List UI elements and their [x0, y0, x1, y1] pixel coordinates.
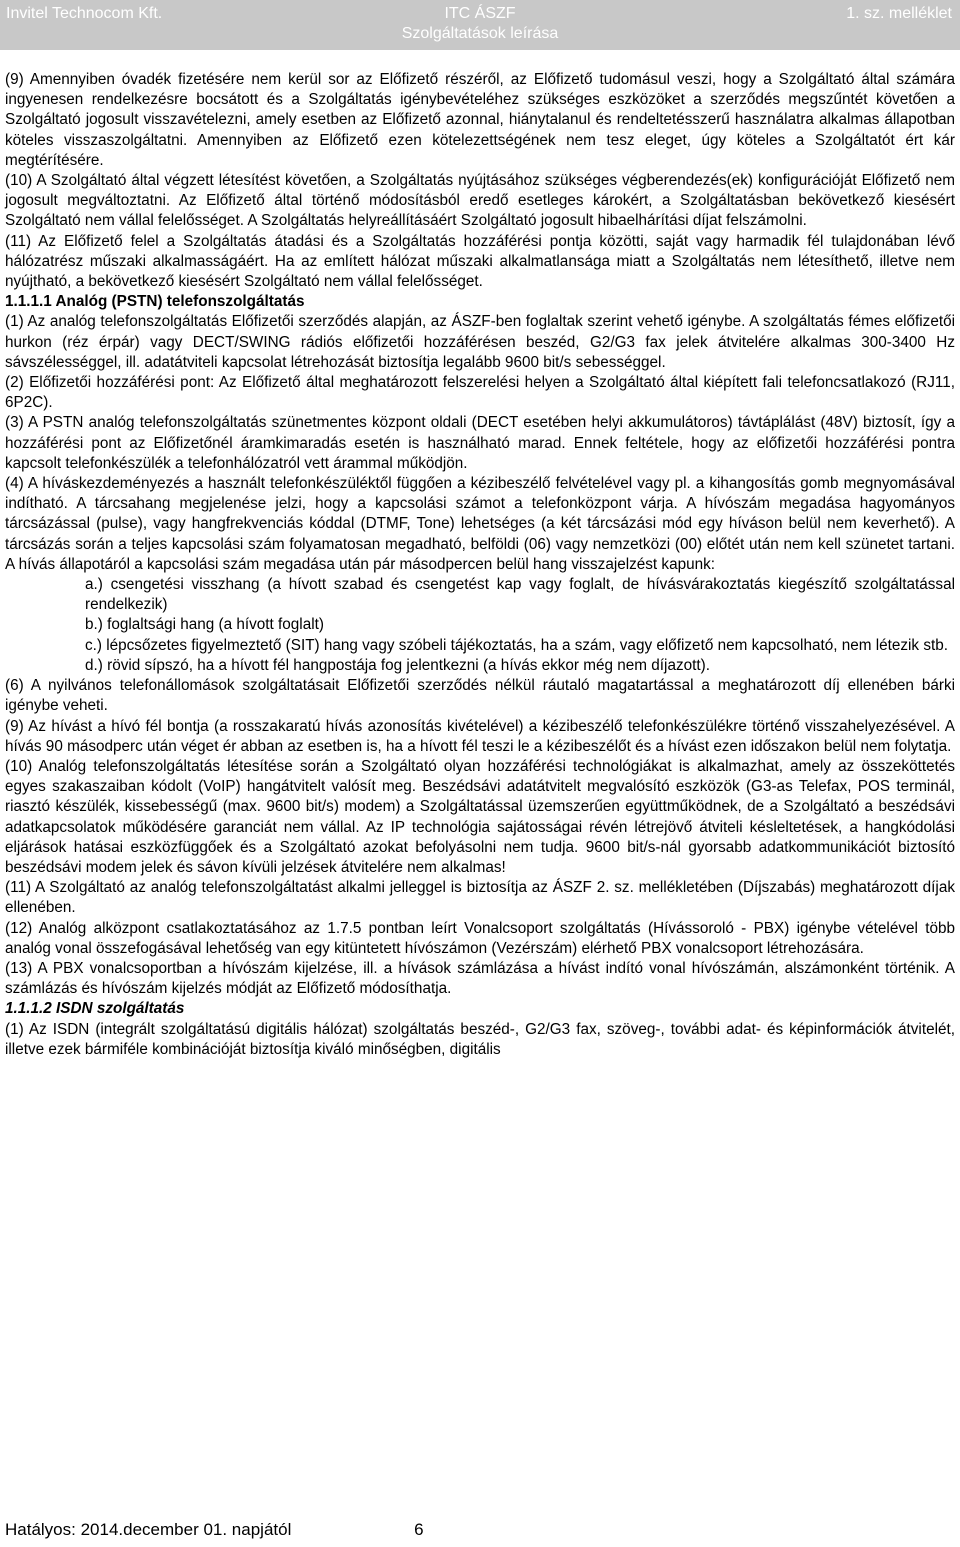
footer-effective-date: Hatályos: 2014.december 01. napjától	[5, 1520, 292, 1539]
paragraph: (4) A híváskezdeményezés a használt telefonkészüléktől függően a kézibeszélő felvételével vagy pl. a kihangosítás gomb megnyomásával indítható. A tárcsahang megjelenése jelzi, hogy a kapcsolási számot a telefonközpont várja. A hívószám megadása hagyományos tárcsázással (pulse), vagy hangfrekvenciás kóddal (DTMF, Tone) lehetséges (a két tárcsázási mód egy híváson belül nem keverhető). A tárcsázás során a teljes kapcsolási szám folyamatosan megadható, belföldi (06) vagy nemzetközi (00) előtét után nem kell szünetet tartani. A hívás állapotáról a kapcsolási szám megadása után pár másodpercen belül hang visszajelzést kapunk:	[5, 475, 955, 573]
paragraph: (3) A PSTN analóg telefonszolgáltatás szünetmentes központ oldali (DECT esetében helyi akkumulátoros) távtáplálást (48V) biztosít, így a hozzáférési pont az Előfizetőnél áramkimaradás esetén is használható marad. Ennek feltétele, hogy az előfizetői hozzáférési pontra kapcsolt telefonkészülék a telefonhálózatról vett árammal működjön.	[5, 414, 955, 472]
paragraph: (12) Analóg alközpont csatlakoztatásához az 1.7.5 pontban leírt Vonalcsoport szolgáltatás (Hívássoroló - PBX) igénybe vételével több analóg vonal összefogásával lehetőség van egy kitüntetett hívószámon (Vezérszám) elérhető PBX vonalcsoport létrehozására.	[5, 919, 955, 957]
paragraph: (13) A PBX vonalcsoportban a hívószám kijelzése, ill. a hívások számlázása a hívást indító vonal hívószámán, alszámonként történik. A számlázás és hívószám kijelzés módját az Előfizető módosíthatja.	[5, 959, 955, 998]
document-body	[5, 70, 955, 1060]
tone-list	[5, 575, 955, 676]
header-company: Invitel Technocom Kft.	[6, 5, 163, 22]
header-annex: 1. sz. melléklet	[846, 5, 952, 22]
page-header	[0, 0, 960, 50]
header-subtitle: Szolgáltatások leírása	[401, 25, 559, 42]
list-item: c.) lépcsőzetes figyelmeztető (SIT) hang vagy szóbeli tájékoztatás, ha a szám, vagy előfizető nem kapcsolható, nem létezik stb.	[85, 636, 948, 654]
paragraph: (9) Az hívást a hívó fél bontja (a rosszakaratú hívás azonosítás kivételével) a kézibeszélő telefonkészülékre történő visszahelyezésével. A hívás 90 másodperc után véget ér abban az esetben is, ha a hívott fél teszi le a kézibeszélőt és a hívást ezen időszakon belül nem folytatja.	[5, 717, 955, 755]
paragraph: (2) Előfizetői hozzáférési pont: Az Előfizető által meghatározott felszerelési helyen a Szolgáltató által kiépített fali telefoncsatlakozó (RJ11, 6P2C).	[5, 374, 955, 412]
paragraph: (9) Amennyiben óvadék fizetésére nem kerül sor az Előfizető részéről, az Előfizető tudomásul veszi, hogy a Szolgáltató által számára ingyenesen rendelkezésre bocsátott és a Szolgáltatás igénybevételéhez szükséges eszközöket a szerződés megszűntét követően a Szolgáltató jogosult visszavételezni, amely esetben az Előfizető azonnal, hiánytalanul és rendeltetésszerű használatra alkalmas állapotban köteles visszaszolgáltatni. Amennyiben az Előfizető ezen kötelezettségének nem tesz eleget, úgy köteles a Szolgáltatót ért kár megtérítésére.	[5, 71, 955, 169]
list-item: b.) foglaltsági hang (a hívott foglalt)	[85, 616, 324, 634]
paragraph: (1) Az ISDN (integrált szolgáltatású digitális hálózat) szolgáltatás beszéd-, G2/G3 fax, szöveg-, további adat- és képinformációk átvitelét, illetve ezek bármiféle kombinációját biztosítja kiváló minőségben, digitális	[5, 1020, 955, 1058]
list-item: a.) csengetési visszhang (a hívott szabad és csengetést kap vagy foglalt, de hívásvárakoztatás kiegészítő szolgáltatással rendelkezik)	[85, 576, 955, 614]
list-item: d.) rövid sípszó, ha a hívott fél hangpostája fog jelentkezni (a hívás ekkor még nem díjazott).	[85, 656, 710, 674]
paragraph: (11) Az Előfizető felel a Szolgáltatás átadási és a Szolgáltatás hozzáférési pontja közötti, saját vagy harmadik fél tulajdonában lévő hálózatrész műszaki alkalmasságáért. Ha az említett hálózat műszaki alkalmatlansága miatt a Szolgáltatás nem létesíthető, illetve nem nyújtható, a bekövetkező kiesésért Szolgáltató nem vállal felelősséget.	[5, 232, 955, 291]
page-number: 6	[414, 1520, 424, 1539]
header-doc-code: ITC ÁSZF	[444, 5, 516, 22]
paragraph: (10) A Szolgáltató által végzett létesítést követően, a Szolgáltatás nyújtásához szükséges végberendezés(ek) konfigurációját Előfizető nem jogosult megváltoztatni. Az Előfizető által történő módosításból eredő esetleges károkért, a Szolgáltatásban bekövetkező kiesésért Szolgáltató nem vállal felelősséget. A Szolgáltatás helyreállításáért Szolgáltató jogosult hibaelhárítási díjat felszámolni.	[5, 172, 955, 230]
page-footer	[5, 1520, 424, 1540]
paragraph: (11) A Szolgáltató az analóg telefonszolgáltatást alkalmi jelleggel is biztosítja az ÁSZF 2. sz. mellékletében (Díjszabás) meghatározott díjak ellenében.	[5, 879, 955, 917]
paragraph: (6) A nyilvános telefonállomások szolgáltatásait Előfizetői szerződés nélkül ráutaló magatartással a meghatározott díj ellenében bárki igénybe veheti.	[5, 677, 955, 715]
section-title-pstn: 1.1.1.1 Analóg (PSTN) telefonszolgáltatás	[5, 293, 305, 311]
section-title-isdn: 1.1.1.2 ISDN szolgáltatás	[5, 1000, 185, 1018]
paragraph: (10) Analóg telefonszolgáltatás létesítése során a Szolgáltató olyan hozzáférési technológiákat is alkalmazhat, amely az összeköttetés egyes szakaszaiban kódolt (VoIP) hangátvitelt valósít meg. Beszédsávi adatátvitelt megvalósító eszközök (G3-as Telefax, POS terminál, riasztó készülék, kissebességű (max. 9600 bit/s) modem) a Szolgáltatással üzemszerűen együttműködnek, de a Szolgáltató a beszédsávi adatkapcsolatok működésére garanciát nem vállal. Az IP technológia sajátosságai révén létrejövő átviteli késleltetések, a hangkódolási eljárások hatásai eszközfüggőek és a Szolgáltató azokat befolyásolni nem tudja. 9600 bit/s-nál gyorsabb adatkommunikációt biztosító beszédsávi modem jelek és sávon kívüli jelzések átvitelére nem alkalmas!	[5, 757, 955, 876]
paragraph: (1) Az analóg telefonszolgáltatás Előfizetői szerződés alapján, az ÁSZF-ben foglaltak szerint vehető igénybe. A szolgáltatás fémes előfizetői hurkon (réz érpár) vagy DECT/SWING rádiós előfizetői hozzáférésen beszéd, G2/G3 fax jelek átvitelére alkalmas 300-3400 Hz sávszélességgel, ill. adatátviteli kapcsolat létrehozását biztosítja legalább 9600 bit/s sebességgel.	[5, 313, 955, 371]
